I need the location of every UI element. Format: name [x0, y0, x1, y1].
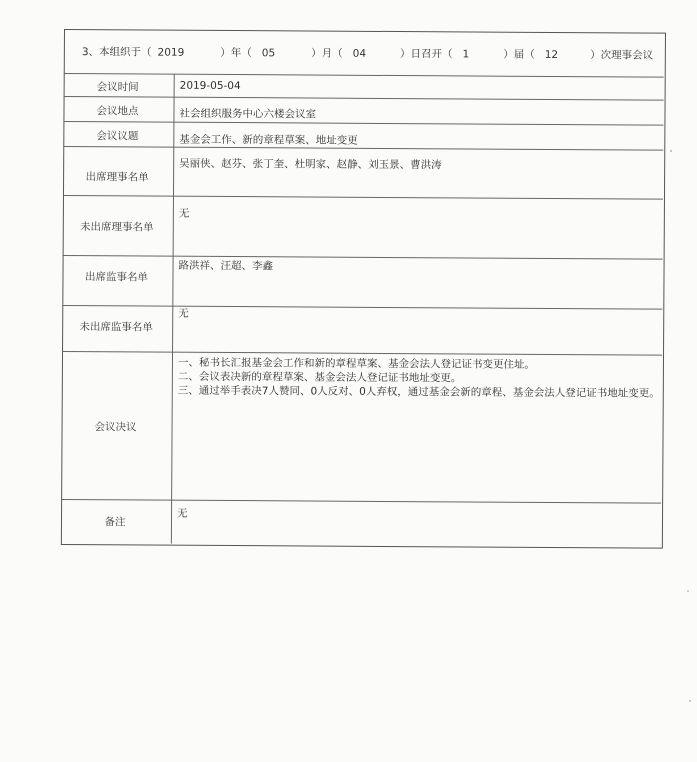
value-meeting-time: 2019-05-04	[179, 79, 241, 93]
header-prefix: 3、本组织于（	[81, 46, 152, 59]
header-meeting-suffix: ）次理事会议	[590, 49, 654, 62]
value-absent-directors: 无	[178, 207, 190, 220]
value-resolution	[178, 356, 660, 401]
header-session: 1	[462, 48, 470, 61]
label-present-directors: 出席理事名单	[85, 171, 149, 184]
header-day: 04	[352, 47, 367, 60]
resolution-line: 三、通过举手表决7人赞同、0人反对、0人弃权，通过基金会新的章程、基金会法人登记证书地址变更。	[177, 384, 660, 400]
label-meeting-topic: 会议议题	[96, 130, 139, 143]
label-absent-directors: 未出席理事名单	[80, 221, 154, 234]
scan-speck	[670, 150, 672, 152]
header-month-suffix: ）月（	[311, 47, 343, 60]
header-year-suffix: ）年（	[220, 46, 252, 60]
header-meeting-no: 12	[544, 48, 559, 62]
value-meeting-place: 社会组织服务中心六楼会议室	[179, 107, 317, 121]
label-resolution: 会议决议	[94, 421, 137, 434]
value-present-directors: 吴丽侠、赵芬、张丁奎、杜明家、赵静、刘玉景、曹洪涛	[179, 157, 442, 172]
value-absent-supervisors: 无	[178, 307, 189, 320]
label-meeting-place: 会议地点	[96, 105, 139, 118]
meeting-record-form	[61, 29, 666, 549]
value-present-supervisors: 路洪祥、汪超、李鑫	[178, 259, 274, 273]
resolution-line: 二、会议表决新的章程草案、基金会法人登记证书地址变更。	[177, 370, 462, 385]
header-session-suffix: ）届（	[503, 48, 535, 61]
header-day-suffix: ）日召开（	[399, 48, 453, 61]
value-remarks: 无	[177, 507, 188, 520]
scan-speck	[689, 700, 691, 702]
label-remarks: 备注	[104, 516, 126, 529]
value-meeting-topic: 基金会工作、新的章程草案、地址变更	[179, 133, 358, 147]
scan-speck	[687, 590, 689, 592]
header-month: 05	[261, 47, 276, 60]
header-year: 2019	[157, 46, 185, 59]
label-present-supervisors: 出席监事名单	[84, 271, 149, 284]
label-meeting-time: 会议时间	[96, 81, 139, 94]
label-absent-supervisors: 未出席监事名单	[79, 321, 153, 334]
resolution-line: 一、秘书长汇报基金会工作和新的章程草案、基金会法人登记证书变更住址。	[177, 356, 535, 371]
